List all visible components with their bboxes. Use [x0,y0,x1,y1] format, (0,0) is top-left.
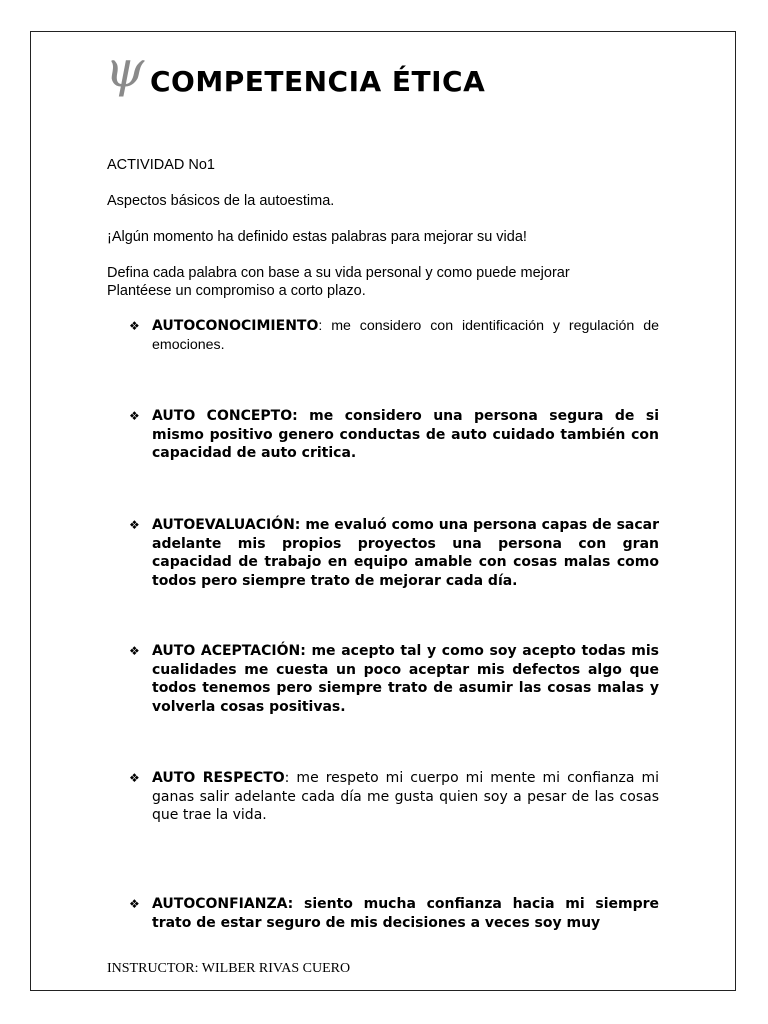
instruction-line-2: Plantéese un compromiso a corto plazo. [107,283,366,299]
item-text: siento mucha confianza hacia mi siempre trato de estar seguro de mis decisiones a veces soy muy [152,896,659,931]
item-label: AUTO ACEPTACIÓN: [152,643,306,659]
diamond-bullet-icon: ❖ [129,409,140,423]
topic-text: Aspectos básicos de la autoestima. [107,193,335,209]
diamond-bullet-icon: ❖ [129,518,140,532]
item-text: me acepto tal y como soy acepto todas mis cualidades me cuesta un poco aceptar mis defectos algo que todos tenemos pero siempre trato de asumir las cosas malas y volverla cosas positivas. [152,643,659,715]
instructor-footer: INSTRUCTOR: WILBER RIVAS CUERO [107,961,351,976]
list-item [129,407,659,463]
item-text: me evaluó como una persona capas de sacar adelante mis propios proyectos una persona con gran capacidad de trabajo en equipo amable con cosas malas como todos pero siempre trato de mejorar cada día. [152,517,659,589]
document-title: COMPETENCIA ÉTICA [150,65,486,98]
diamond-bullet-icon: ❖ [129,644,140,658]
item-label: AUTO RESPECTO [152,770,285,786]
diamond-bullet-icon: ❖ [129,771,140,785]
item-text: : me considero con identificación y regulación de emociones. [152,318,659,353]
item-label: AUTOEVALUACIÓN: [152,517,301,533]
list-item [129,516,659,590]
item-label: AUTOCONFIANZA: [152,896,294,912]
diamond-bullet-icon: ❖ [129,319,140,333]
item-label: AUTOCONOCIMIENTO [152,318,319,334]
psi-logo: ψ [105,40,145,98]
question-text: ¡Algún momento ha definido estas palabras para mejorar su vida! [107,229,527,245]
item-text: : me respeto mi cuerpo mi mente mi confianza mi ganas salir adelante cada día me gusta quien soy a pesar de las cosas que trae la vida. [152,770,659,823]
list-item [129,317,659,354]
document-page [30,31,736,991]
diamond-bullet-icon: ❖ [129,897,140,911]
item-label: AUTO CONCEPTO: [152,408,298,424]
list-item [129,895,659,932]
instruction-line-1: Defina cada palabra con base a su vida personal y como puede mejorar [107,265,570,281]
list-item [129,642,659,716]
list-item [129,769,659,825]
activity-label: ACTIVIDAD No1 [107,157,215,173]
item-text: me considero una persona segura de si mismo positivo genero conductas de auto cuidado también con capacidad de auto critica. [152,408,659,461]
